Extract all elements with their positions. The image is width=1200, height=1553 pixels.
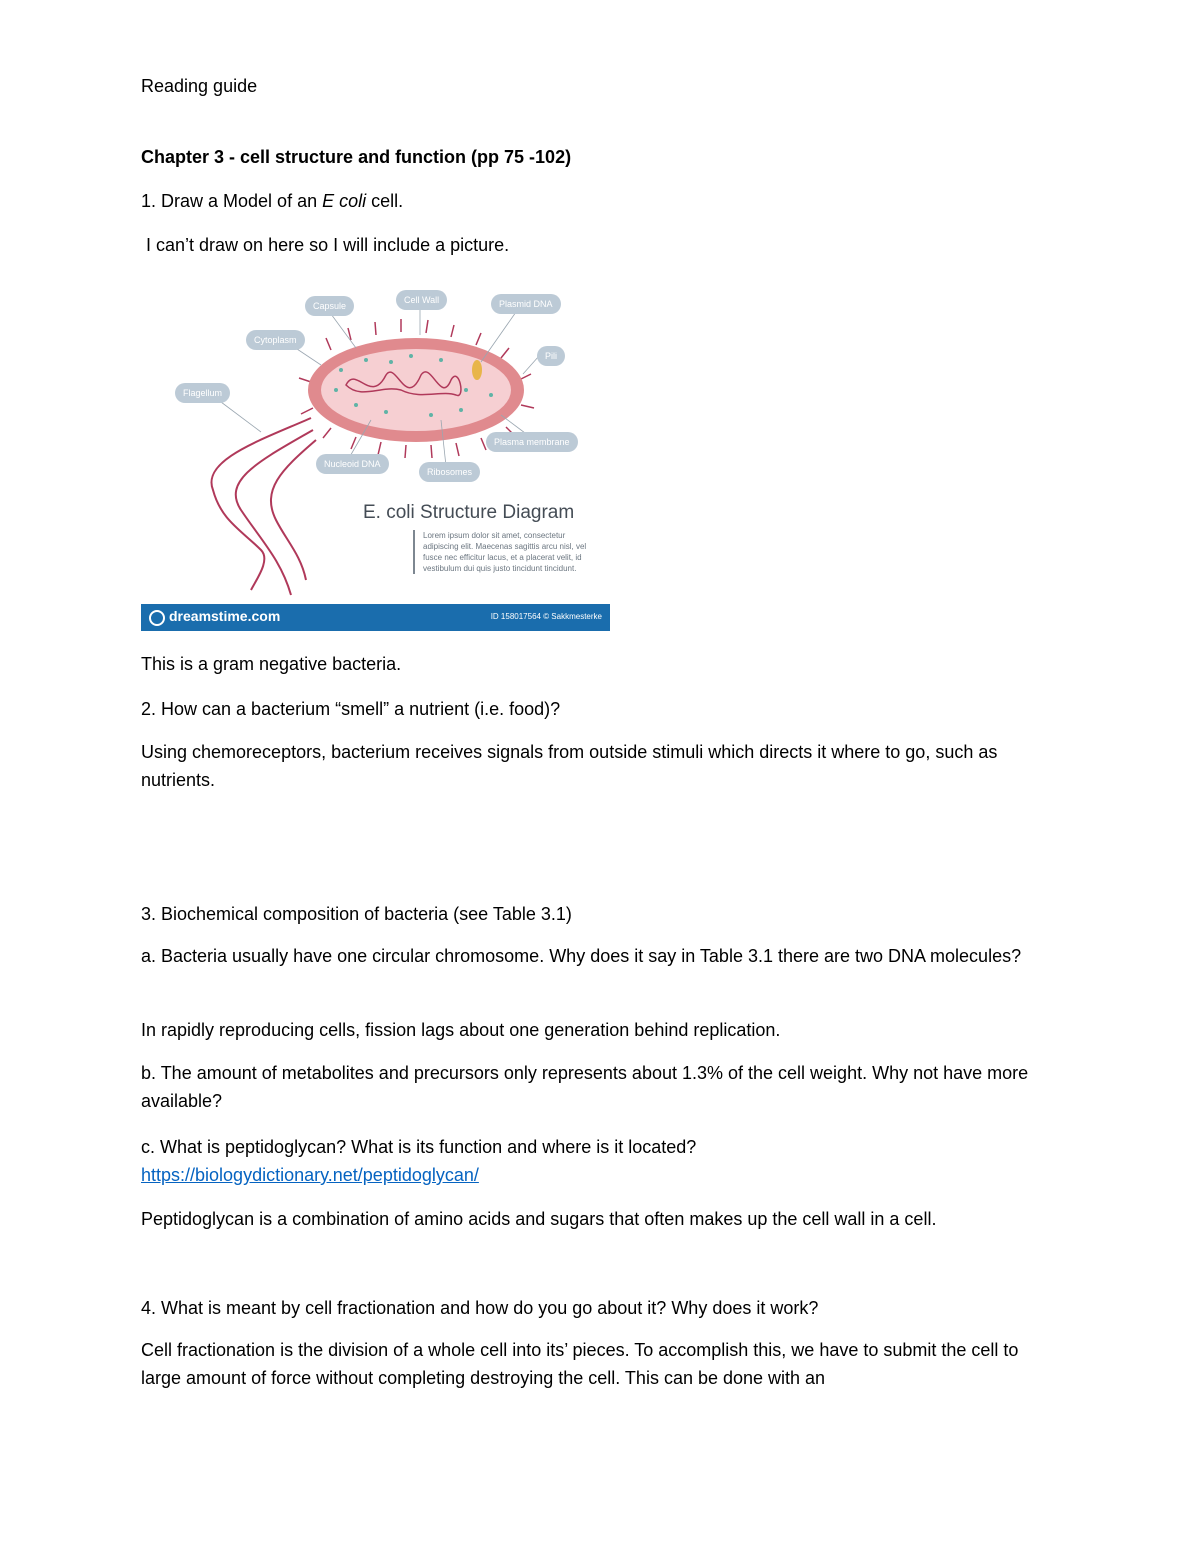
- page-header: Reading guide: [141, 76, 258, 96]
- answer-3a: In rapidly reproducing cells, fission lags about one generation behind replication.: [141, 1020, 781, 1040]
- figure-caption-text: This is a gram negative bacteria.: [141, 654, 402, 674]
- watermark-copyright: ID 158017564 © Sakkmesterke: [490, 612, 602, 621]
- question-3b: b. The amount of metabolites and precursors only represents about 1.3% of the cell weight. Why not have more available?: [141, 1063, 1029, 1111]
- answer-2: Using chemoreceptors, bacterium receives signals from outside stimuli which directs it where to go, such as nutrients.: [141, 742, 998, 790]
- question-1: [141, 189, 403, 213]
- question-1-italic: E coli: [322, 191, 367, 211]
- watermark-bar: [141, 604, 610, 631]
- label-plasmid-dna: Plasmid DNA: [491, 294, 561, 314]
- chapter-title: Chapter 3 - cell structure and function (pp 75 -102): [141, 147, 572, 167]
- question-3a: a. Bacteria usually have one circular chromosome. Why does it say in Table 3.1 there are two DNA molecules?: [141, 946, 1022, 966]
- label-pili: Pili: [537, 346, 565, 366]
- diagram-title: E. coli Structure Diagram: [363, 502, 575, 523]
- label-ribosomes: Ribosomes: [419, 462, 480, 482]
- dreamstime-logo-icon: [149, 610, 165, 626]
- diagram-description: Lorem ipsum dolor sit amet, consectetur adipiscing elit. Maecenas sagittis arcu nisl, vel fusce nec efficitur lacus, et a placerat velit, id vestibulum dui quis justo tincidunt tincidunt.: [413, 530, 593, 574]
- label-cytoplasm: Cytoplasm: [246, 330, 305, 350]
- question-1-prefix: 1. Draw a Model of an: [141, 191, 323, 211]
- answer-1: I can’t draw on here so I will include a picture.: [141, 235, 510, 255]
- label-plasma-membrane: Plasma membrane: [486, 432, 578, 452]
- question-3: 3. Biochemical composition of bacteria (see Table 3.1): [141, 904, 572, 924]
- flagellum-line: [211, 418, 311, 590]
- watermark-brand: dreamstime.com: [169, 608, 281, 624]
- answer-4: Cell fractionation is the division of a whole cell into its’ pieces. To accomplish this, we have to submit the cell to large amount of force without completing destroying the cell. This can be done with an: [141, 1340, 1019, 1388]
- label-cell-wall: Cell Wall: [396, 290, 447, 310]
- peptidoglycan-link[interactable]: https://biologydictionary.net/peptidoglycan/: [141, 1165, 479, 1185]
- label-nucleoid-dna: Nucleoid DNA: [316, 454, 389, 474]
- plasmid-shape: [472, 360, 482, 380]
- cytoplasm-shape: [321, 349, 511, 431]
- label-flagellum: Flagellum: [175, 383, 230, 403]
- question-1-suffix: cell.: [366, 191, 404, 211]
- question-3c: c. What is peptidoglycan? What is its function and where is it located?: [141, 1137, 697, 1157]
- flagellum-line: [271, 440, 316, 580]
- question-2: 2. How can a bacterium “smell” a nutrient (i.e. food)?: [141, 699, 561, 719]
- answer-3c: Peptidoglycan is a combination of amino acids and sugars that often makes up the cell wall in a cell.: [141, 1209, 937, 1229]
- question-4: 4. What is meant by cell fractionation and how do you go about it? Why does it work?: [141, 1298, 819, 1318]
- label-capsule: Capsule: [305, 296, 354, 316]
- flagellum-line: [236, 430, 313, 595]
- ecoli-diagram-image: [141, 290, 610, 631]
